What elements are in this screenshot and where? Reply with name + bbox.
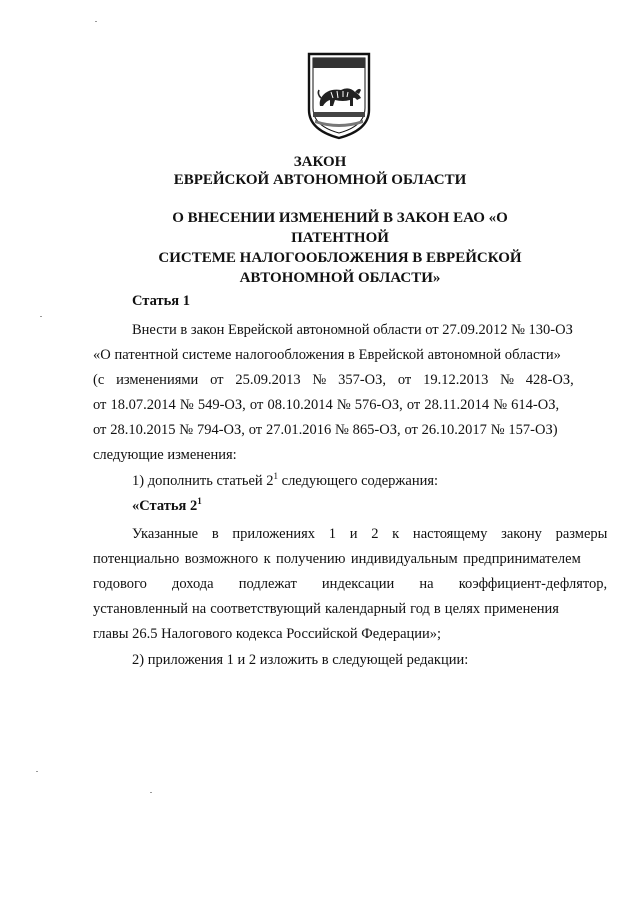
- article-heading: Статья 1: [132, 293, 190, 309]
- superscript: 1: [273, 471, 279, 482]
- paragraph-line: от 28.10.2015 № 794-ОЗ, от 27.01.2016 № 865-ОЗ, от 26.10.2017 № 157-ОЗ): [93, 422, 558, 438]
- law-heading: ЗАКОН: [293, 154, 347, 170]
- coat-of-arms-emblem: [305, 50, 373, 140]
- scan-speck: [150, 792, 152, 793]
- list-item-2: 2) приложения 1 и 2 изложить в следующей редакции:: [132, 652, 469, 668]
- paragraph-line: Указанные в приложениях 1 и 2 к настоящему закону размеры: [132, 526, 608, 542]
- scan-speck: [40, 316, 42, 317]
- heading-text: «Статья 2: [132, 498, 198, 514]
- paragraph-line: потенциально возможного к получению индивидуальным предпринимателем: [93, 551, 581, 567]
- superscript: 1: [197, 496, 202, 507]
- item-text: 1) дополнить статьей 2: [132, 473, 274, 489]
- list-item-1: [132, 473, 438, 490]
- paragraph-line: годового дохода подлежат индексации на коэффициент-дефлятор,: [93, 576, 608, 592]
- item-text: следующего содержания:: [278, 473, 439, 489]
- law-title: [130, 208, 550, 288]
- paragraph-line: «О патентной системе налогообложения в Еврейской автономной области»: [93, 347, 561, 363]
- paragraph-line: установленный на соответствующий календарный год в целях применения: [93, 601, 559, 617]
- title-line: АВТОНОМНОЙ ОБЛАСТИ»: [239, 270, 441, 286]
- paragraph-line: Внести в закон Еврейской автономной области от 27.09.2012 № 130-ОЗ: [132, 322, 573, 338]
- quoted-article-heading: [132, 498, 202, 515]
- scan-speck: [36, 771, 38, 772]
- paragraph-line: главы 26.5 Налогового кодекса Российской Федерации»;: [93, 626, 442, 642]
- scan-speck: [95, 21, 97, 22]
- title-line: О ВНЕСЕНИИ ИЗМЕНЕНИЙ В ЗАКОН ЕАО «О ПАТЕНТНОЙ: [172, 210, 508, 246]
- title-line: СИСТЕМЕ НАЛОГООБЛОЖЕНИЯ В ЕВРЕЙСКОЙ: [158, 250, 522, 266]
- region-heading: ЕВРЕЙСКОЙ АВТОНОМНОЙ ОБЛАСТИ: [173, 172, 467, 188]
- paragraph-line: от 18.07.2014 № 549-ОЗ, от 08.10.2014 № 576-ОЗ, от 28.11.2014 № 614-ОЗ,: [93, 397, 560, 413]
- paragraph-line: (с изменениями от 25.09.2013 № 357-ОЗ, от 19.12.2013 № 428-ОЗ,: [93, 372, 574, 388]
- paragraph-line: следующие изменения:: [93, 447, 237, 463]
